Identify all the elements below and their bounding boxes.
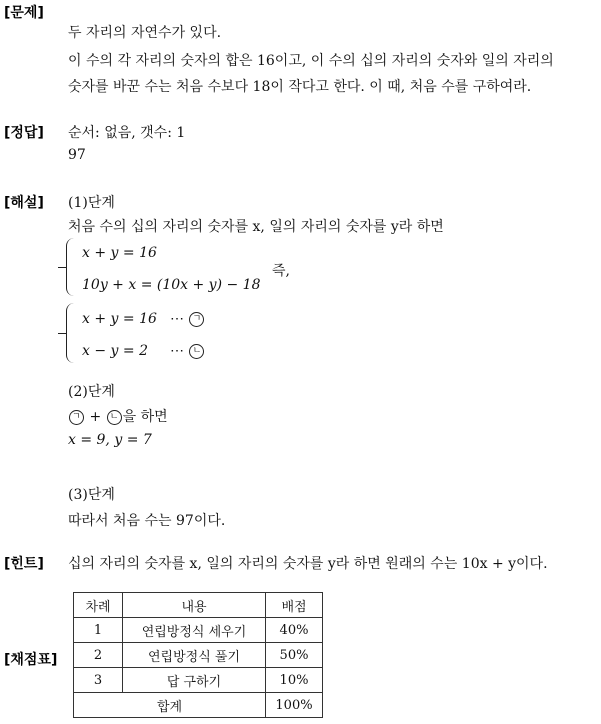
- row-order: 1: [74, 618, 123, 643]
- table-total-row: [74, 693, 323, 718]
- row-order: 2: [74, 643, 123, 668]
- problem-line-3: 숫자를 바꾼 수는 처음 수보다 18이 작다고 한다. 이 때, 처음 수를 구하여라.: [68, 79, 532, 95]
- table-row: [74, 668, 323, 693]
- row-content: 연립방정식 세우기: [123, 618, 266, 643]
- circled-giyeok-icon: ㄱ: [69, 410, 84, 425]
- equation-2a: x + y = 16: [82, 311, 157, 327]
- step2-operation: [68, 406, 168, 426]
- row-content: 답 구하기: [123, 668, 266, 693]
- header-content: 내용: [123, 593, 266, 618]
- problem-line-1: 두 자리의 자연수가 있다.: [68, 25, 222, 41]
- total-label: 합계: [74, 693, 266, 718]
- answer-label: [정답]: [4, 125, 44, 141]
- table-row: [74, 618, 323, 643]
- circled-nieun-icon: ㄴ: [189, 344, 204, 359]
- header-score: 배점: [266, 593, 323, 618]
- circled-nieun-icon: ㄴ: [107, 410, 122, 425]
- row-score: 40%: [266, 618, 323, 643]
- answer-meta: 순서: 없음, 갯수: 1: [68, 125, 186, 141]
- plus-sign: +: [89, 409, 102, 425]
- step2-heading: (2)단계: [68, 384, 115, 400]
- equation-2a-ref: [170, 311, 205, 327]
- circled-giyeok-icon: ㄱ: [189, 312, 204, 327]
- hint-text: 십의 자리의 숫자를 x, 일의 자리의 숫자를 y라 하면 원래의 수는 10x + y이다.: [68, 556, 548, 572]
- solution-conclusion: 따라서 처음 수는 97이다.: [68, 513, 226, 529]
- equation-1a: x + y = 16: [82, 245, 157, 261]
- row-score: 10%: [266, 668, 323, 693]
- solution-result: x = 9, y = 7: [68, 432, 152, 448]
- equation-1b: 10y + x = (10x + y) − 18: [82, 277, 261, 293]
- grading-label: [채점표]: [4, 652, 58, 668]
- answer-value: 97: [68, 147, 86, 163]
- solution-intro: 처음 수의 십의 자리의 숫자를 x, 일의 자리의 숫자를 y라 하면: [68, 219, 444, 235]
- system-brace-2: [66, 303, 79, 363]
- hint-label: [힌트]: [4, 556, 44, 572]
- equation-2b: x − y = 2: [82, 343, 148, 359]
- total-score: 100%: [266, 693, 323, 718]
- equation-2b-ref: [170, 343, 205, 359]
- problem-label: [문제]: [4, 5, 44, 21]
- row-order: 3: [74, 668, 123, 693]
- solution-label: [해설]: [4, 195, 44, 211]
- system-brace-1: [66, 238, 79, 296]
- grading-table: [73, 592, 323, 718]
- header-order: 차례: [74, 593, 123, 618]
- table-row: [74, 643, 323, 668]
- jeuk-text: 즉,: [272, 263, 290, 279]
- row-score: 50%: [266, 643, 323, 668]
- add-text: 을 하면: [122, 409, 168, 425]
- row-content: 연립방정식 풀기: [123, 643, 266, 668]
- table-header-row: [74, 593, 323, 618]
- problem-line-2: 이 수의 각 자리의 숫자의 합은 16이고, 이 수의 십의 자리의 숫자와 일의 자리의: [68, 53, 554, 69]
- step3-heading: (3)단계: [68, 487, 115, 503]
- ellipsis-text: ⋯: [170, 311, 184, 327]
- ellipsis-text: ⋯: [170, 343, 184, 359]
- step1-heading: (1)단계: [68, 195, 115, 211]
